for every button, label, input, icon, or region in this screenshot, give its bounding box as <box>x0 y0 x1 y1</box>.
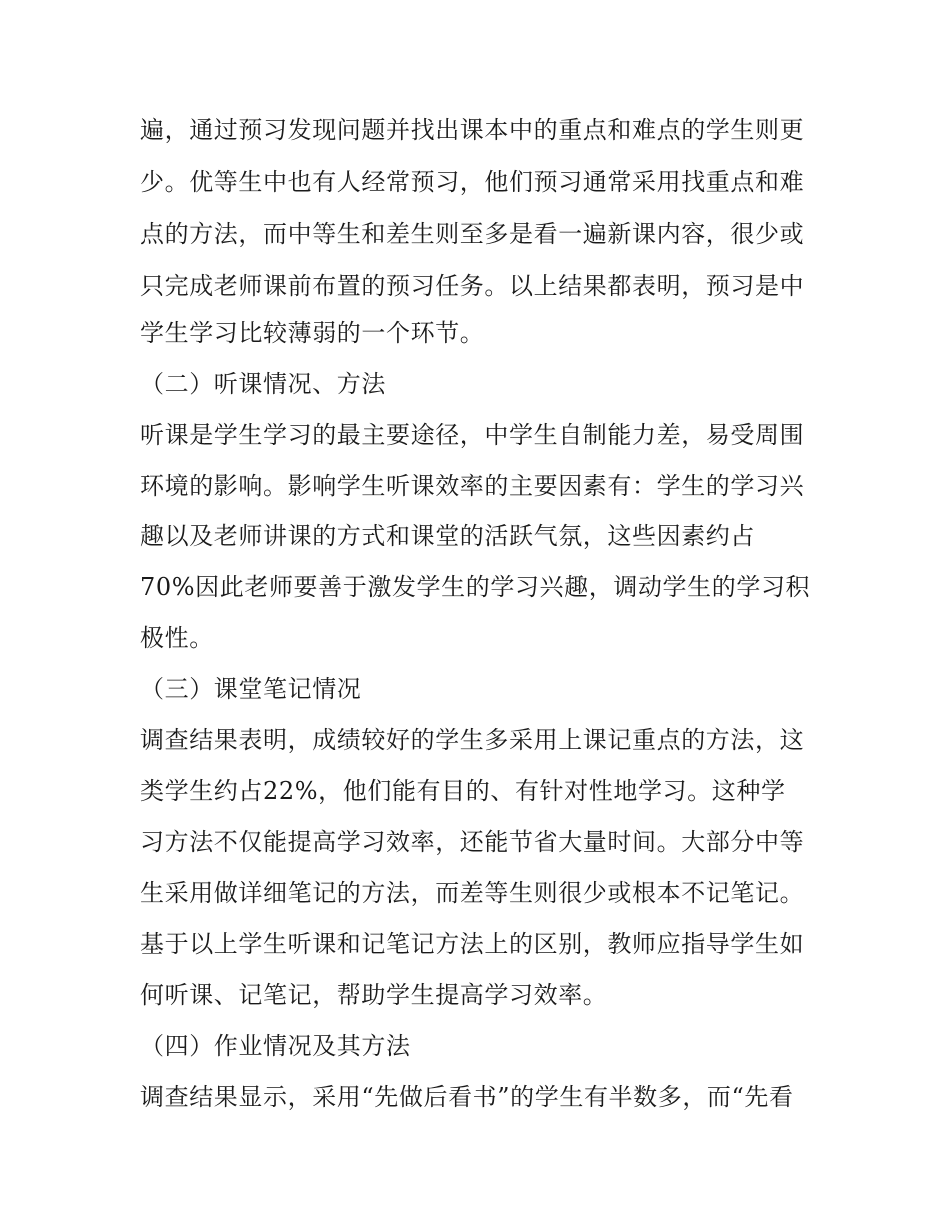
text-line: 极性。 <box>140 624 214 652</box>
text-line: 生采用做详细笔记的方法，而差等生则很少或根本不记笔记。 <box>140 879 805 907</box>
text-line: 调查结果显示，采用“先做后看书”的学生有半数多，而“先看 <box>140 1083 794 1111</box>
text-line: 点的方法，而中等生和差生则至多是看一遍新课内容，很少或 <box>140 220 805 248</box>
text-line: 基于以上学生听课和记笔记方法上的区别，教师应指导学生如 <box>140 930 805 958</box>
text-line: 70%因此老师要善于激发学生的学习兴趣，调动学生的学习积 <box>140 573 811 601</box>
section-heading: （二）听课情况、方法 <box>140 370 386 398</box>
text-line: 学生学习比较薄弱的一个环节。 <box>140 319 485 347</box>
text-line: 习方法不仅能提高学习效率，还能节省大量时间。大部分中等 <box>140 828 805 856</box>
text-line: 只完成老师课前布置的预习任务。以上结果都表明，预习是中 <box>140 272 805 300</box>
text-line: 趣以及老师讲课的方式和课堂的活跃气氛，这些因素约占 <box>140 522 755 550</box>
text-line: 调查结果表明，成绩较好的学生多采用上课记重点的方法，这 <box>140 726 805 754</box>
text-line: 何听课、记笔记，帮助学生提高学习效率。 <box>140 981 608 1009</box>
text-line: 少。优等生中也有人经常预习，他们预习通常采用找重点和难 <box>140 168 805 196</box>
section-heading: （三）课堂笔记情况 <box>140 675 362 703</box>
text-line: 类学生约占22%，他们能有目的、有针对性地学习。这种学 <box>140 777 786 805</box>
section-heading: （四）作业情况及其方法 <box>140 1032 411 1060</box>
text-line: 听课是学生学习的最主要途径，中学生自制能力差，易受周围 <box>140 421 805 449</box>
text-line: 遍，通过预习发现问题并找出课本中的重点和难点的学生则更 <box>140 116 805 144</box>
text-line: 环境的影响。影响学生听课效率的主要因素有：学生的学习兴 <box>140 472 805 500</box>
